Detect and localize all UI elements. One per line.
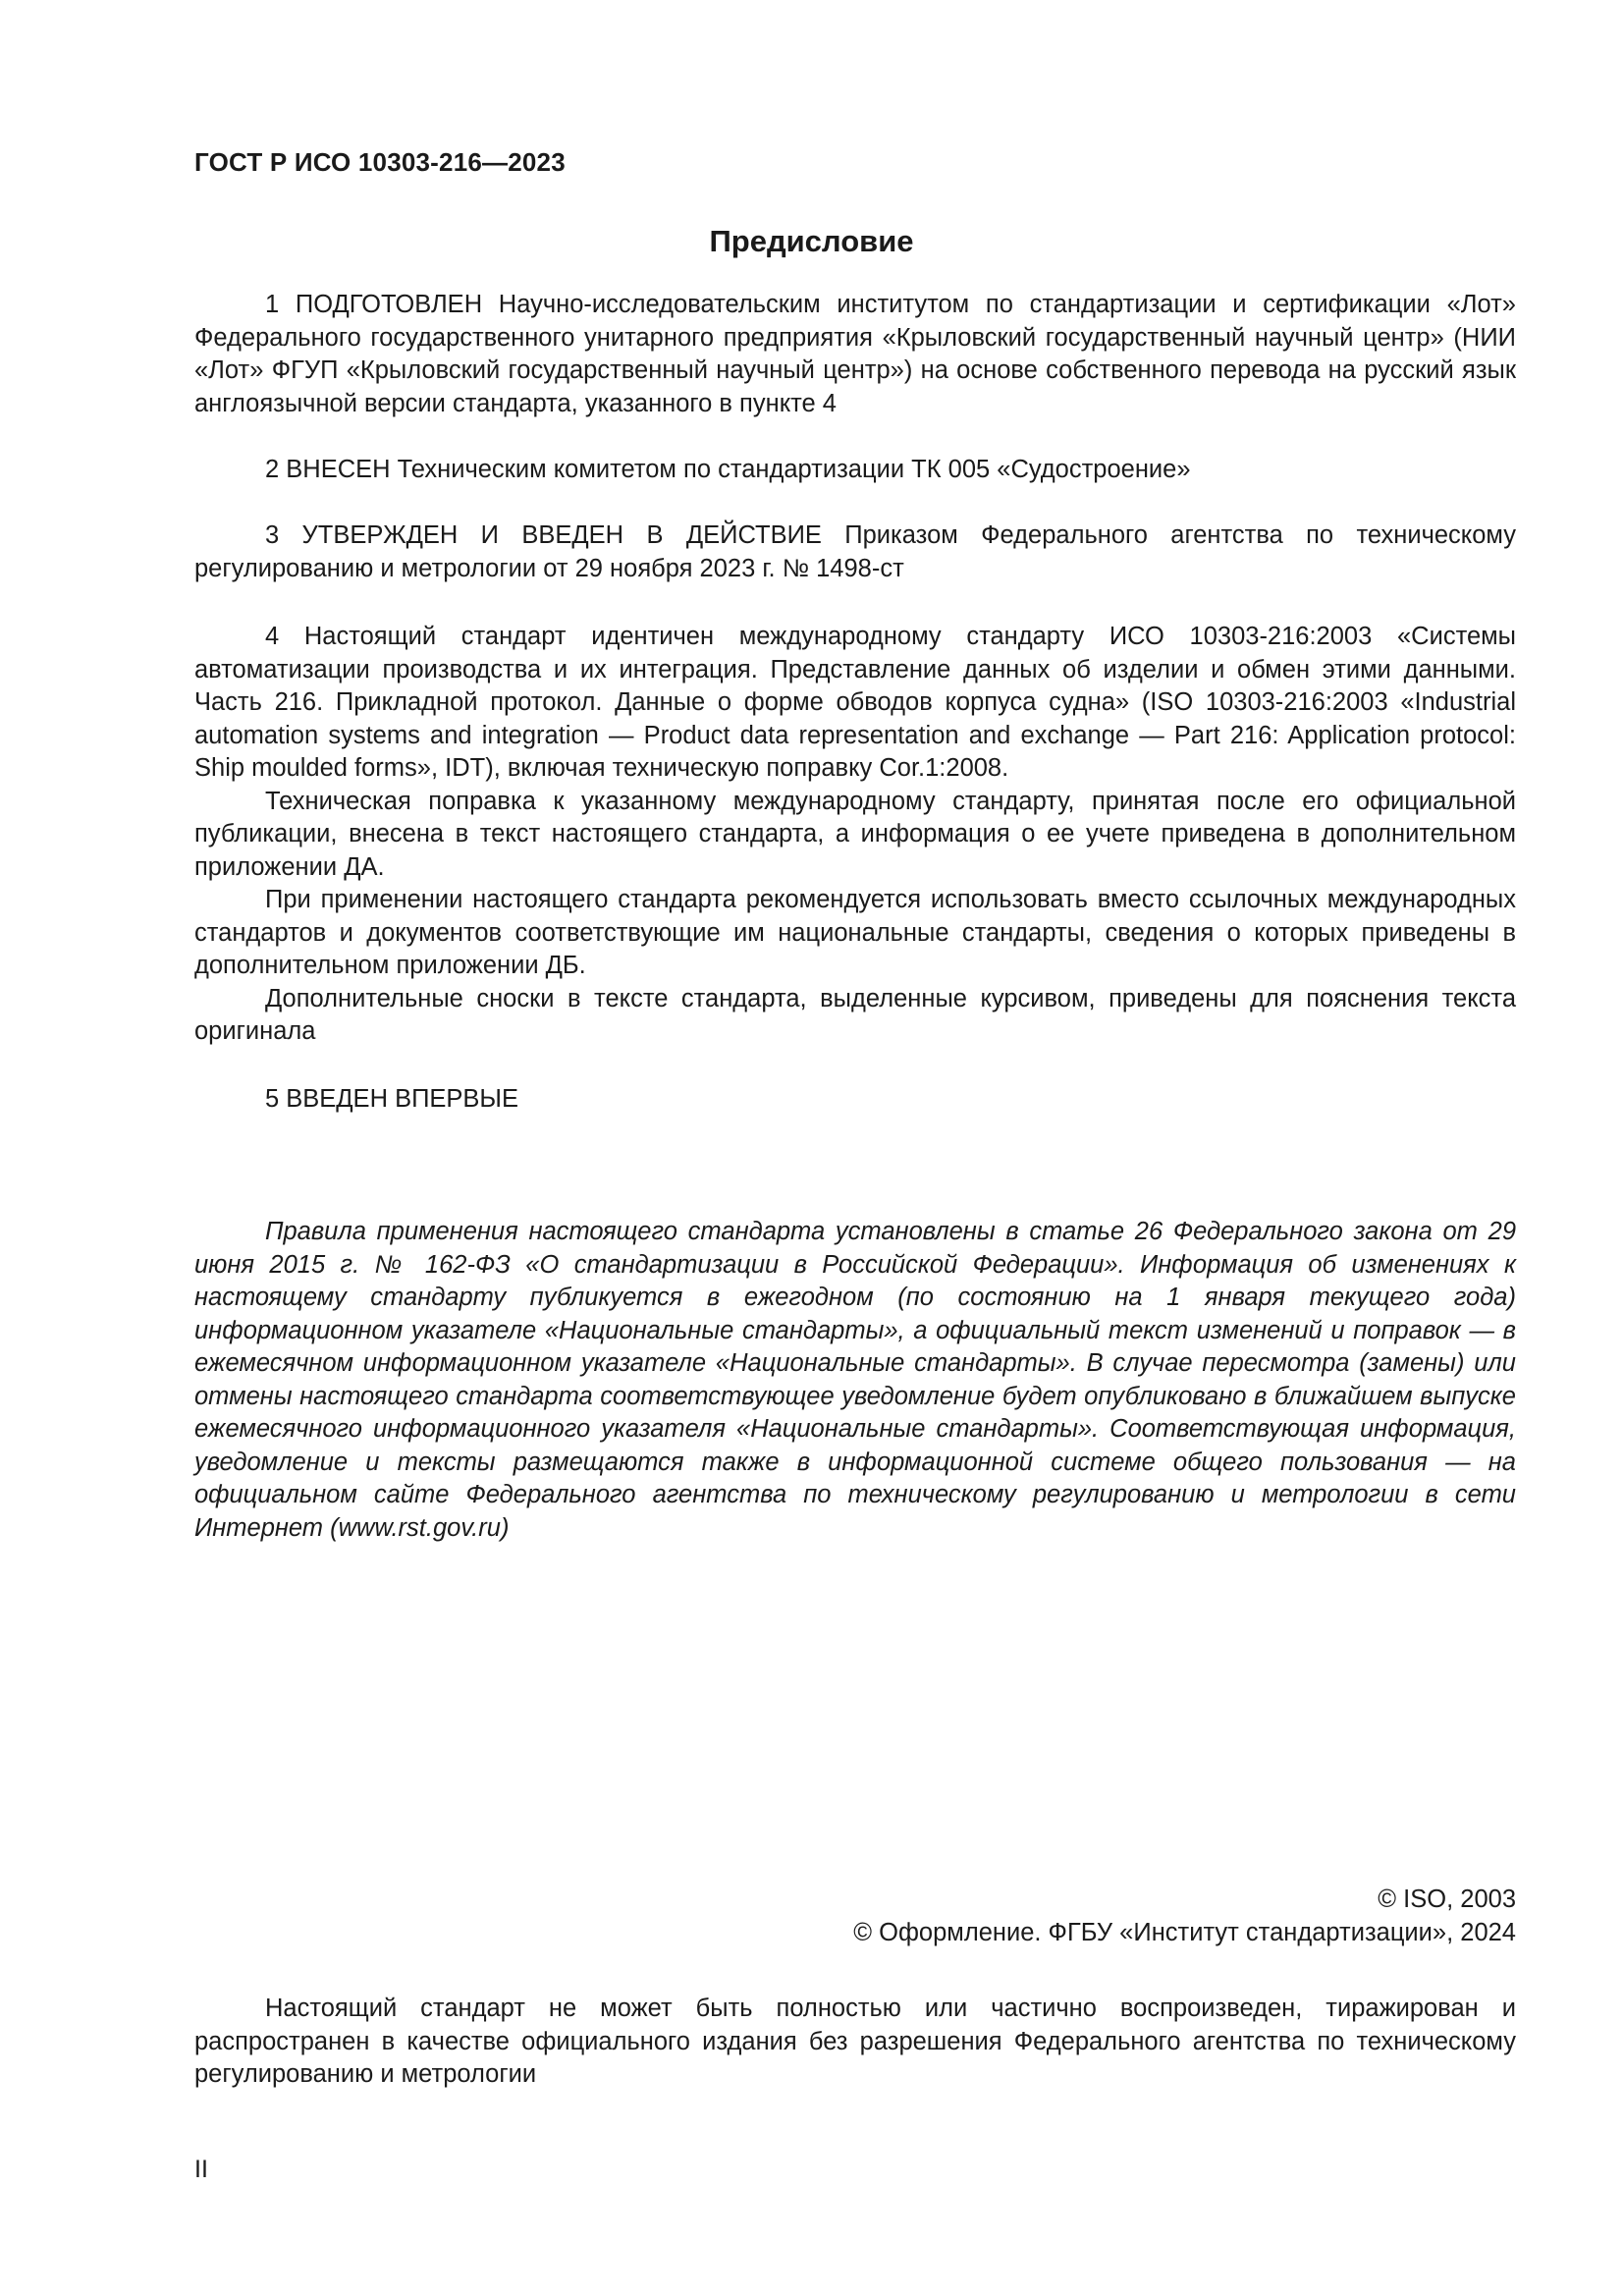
paragraph-5-first-introduced	[194, 1083, 1516, 1117]
reproduction-notice-text: Настоящий стандарт не может быть полностью или частично воспроизведен, тиражирован и распространен в качестве официального издания без разрешения Федерального агентства по техническому регулированию и метрологии	[194, 1995, 1516, 2088]
rules-notice-text: Правила применения настоящего стандарта установлены в статье 26 Федерального закона от 29 июня 2015 г. № 162-ФЗ «О стандартизации в Российской Федерации». Информация об изменениях к настоящему стандарту публикуется в ежегодном (по состоянию на 1 января текущего года) информационном указателе «Национальные стандарты», а официальный текст изменений и поправок — в ежемесячном информационном указателе «Национальные стандарты». В случае пересмотра (замены) или отмены настоящего стандарта соответствующее уведомление будет опубликовано в ближайшем выпуске ежемесячного информационного указателя «Национальные стандарты». Соответствующая информация, уведомление и тексты размещаются также в информационной системе общего пользования — на официальном сайте Федерального агентства по техническому регулированию и метрологии в сети Интернет (www.rst.gov.ru)	[194, 1218, 1516, 1542]
copyright-block	[194, 1883, 1516, 1949]
copyright-design: © Оформление. ФГБУ «Институт стандартизации», 2024	[853, 1919, 1516, 1946]
page-title: Предисловие	[709, 224, 914, 258]
paragraph-4d-text: Дополнительные сноски в тексте стандарта, выделенные курсивом, приведены для пояснения текста оригинала	[194, 984, 1516, 1045]
paragraph-3-approved	[194, 519, 1516, 585]
page-number: II	[194, 2156, 208, 2183]
paragraph-4c-text: При применении настоящего стандарта рекомендуется использовать вместо ссылочных международных стандартов и документов соответствующие им национальные стандарты, сведения о которых приведены в дополнительном приложении ДБ.	[194, 886, 1516, 979]
paragraph-2-introduced-by	[194, 454, 1516, 487]
copyright-iso: © ISO, 2003	[1378, 1886, 1516, 1913]
document-code-header: ГОСТ Р ИСО 10303-216—2023	[194, 147, 566, 177]
paragraph-3-text: 3 УТВЕРЖДЕН И ВВЕДЕН В ДЕЙСТВИЕ Приказом Федерального агентства по техническому регулированию и метрологии от 29 ноября 2023 г. № 1498-ст	[194, 521, 1516, 582]
rules-of-application-notice	[194, 1216, 1516, 1545]
paragraph-2-text: 2 ВНЕСЕН Техническим комитетом по стандартизации ТК 005 «Судостроение»	[265, 456, 1191, 483]
paragraph-1-prepared-by	[194, 289, 1516, 420]
paragraph-4-identical-standard	[194, 621, 1516, 1049]
reproduction-notice	[194, 1993, 1516, 2092]
paragraph-1-text: 1 ПОДГОТОВЛЕН Научно-исследовательским институтом по стандартизации и сертификации «Лот» Федерального государственного унитарного предприятия «Крыловский государственный научный центр» (НИИ «Лот» ФГУП «Крыловский государственный научный центр») на основе собственного перевода на русский язык англоязычной версии стандарта, указанного в пункте 4	[194, 291, 1516, 417]
paragraph-5-text: 5 ВВЕДЕН ВПЕРВЫЕ	[265, 1085, 519, 1113]
paragraph-4b-text: Техническая поправка к указанному международному стандарту, принятая после его официальной публикации, внесена в текст настоящего стандарта, а информация о ее учете приведена в дополнительном приложении ДА.	[194, 787, 1516, 881]
paragraph-4a-text: 4 Настоящий стандарт идентичен международному стандарту ИСО 10303-216:2003 «Системы автоматизации производства и их интеграция. Представление данных об изделии и обмен этими данными. Часть 216. Прикладной протокол. Данные о форме обводов корпуса судна» (ISO 10303-216:2003 «Industrial automation systems and integration — Product data representation and exchange — Part 216: Application protocol: Ship moulded forms», IDT), включая техническую поправку Cor.1:2008.	[194, 623, 1516, 782]
